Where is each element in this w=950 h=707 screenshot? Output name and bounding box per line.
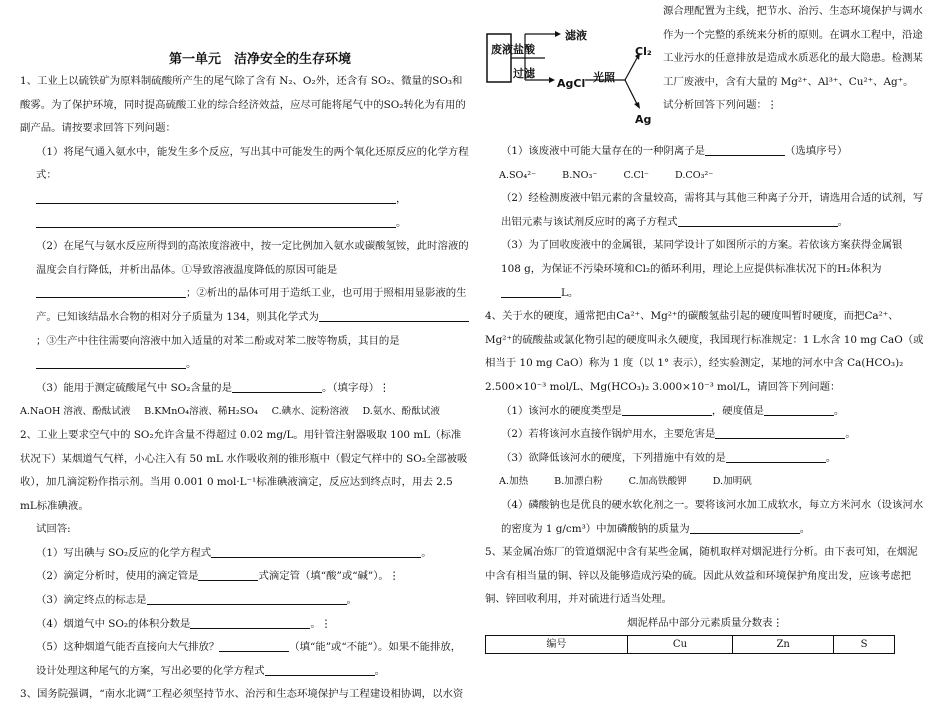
q1-option-a: A.NaOH 溶液、酚酞试液 [20,406,131,418]
q3-intro: 3、国务院强调，“南水北调”工程必须坚持节水、治污和生态环境保护与工程建设相协调，以水资 [20,688,464,701]
diagram-cl2-label: Cl₂ [635,45,652,58]
q3-option-d: D.CO₃²⁻ [674,169,714,181]
q2-intro: 2、工业上要求空气中的 SO₂允许含量不得超过 0.02 mg/L。用针管注射器吸取 100 mL（标准状况下）某烟道气气样，小心注入有 50 mL 水作吸收剂的锥形瓶中（假定气样中的 SO₂全部被吸收），加几滴淀粉作指示剂。当用 0.001 0 mol·L⁻¹标准碘液滴定，反应达到终点时，用去 2.5 mL标准碘液。 [20,428,468,512]
q2-part3: （3）滴定终点的标志是 。 [20,589,470,613]
q3-option-b: B.NO₃⁻ [562,169,598,181]
q3-option-c: C.Cl⁻ [623,169,649,181]
q4-option-d: D.加明矾 [712,476,752,488]
q4-intro: 4、关于水的硬度，通常把由Ca²⁺、Mg²⁺的碳酸氢盐引起的硬度叫暂时硬度，而把Ca²⁺、Mg²⁺的硫酸盐或氯化物引起的硬度叫永久硬度，我国现行标准规定：1 L水含 10 mg CaO（或相当于 10 mg CaO）称为 1 度（以 1° 表示），经实验测定，某地的河水中含 Ca(HCO₃)₂ 2.500×10⁻³ mol/L、Mg(HCO₃)₂ 3.000×10⁻³ mol/L，请回答下列问题： [485,310,924,393]
q4-part2: （2）若将该河水直接作锅炉用水，主要危害是 。 [485,423,925,447]
diagram-agcl-label: AgCl [557,77,586,90]
q1-answer-line-1: ， [20,188,470,212]
q4-part4: （4）磷酸钠也是优良的硬水软化剂之一。要将该河水加工成软水，每立方米河水（设该河水的密度为 1 g/cm³）中加磷酸钠的质量为 。 [501,498,924,535]
diagram-light-label: 光照 [593,71,615,84]
q1-option-b: B.KMnO₄溶液、稀H₂SO₄ [144,406,258,418]
table-header-cell: Zn [733,636,834,654]
q2-part4: （4）烟道气中 SO₂的体积分数是 。⋮ [20,613,470,637]
q4-option-b: B.加漂白粉 [554,476,603,488]
q3-part1: （1）该废液中可能大量存在的一种阴离子是 （选填序号） [485,140,925,164]
table-header-cell: Cu [627,636,732,654]
q1-intro: 1、工业上以硫铁矿为原料制硫酸所产生的尾气除了含有 N₂、O₂外，还含有 SO₂、微量的SO₃和酸雾。为了保护环境，同时提高硫酸工业的综合经济效益，应尽可能将尾气中的SO₂转化为有用的副产品。请按要求回答下列问题： [20,75,466,135]
q2-ask: 试回答: [36,523,71,536]
q1-option-c: C.碘水、淀粉溶液 [271,406,349,418]
table-header-cell: 编号 [486,636,628,654]
q4-part1: （1）该河水的硬度类型是 ，硬度值是 。 [485,400,925,424]
q1-part1: （1）将尾气通入氨水中，能发生多个反应，写出其中可能发生的两个氧化还原反应的化学方程式： [36,145,469,182]
diagram-hcl-label: 盐酸 [513,43,535,56]
q2-part5: （5）这种烟道气能否直接向大气排放？ （填“能”或“不能”）。如果不能排放，设计处理这种尾气的方案，写出必要的化学方程式 。 [20,636,470,683]
q2-part1: （1）写出碘与 SO₂反应的化学方程式 。 [20,542,470,566]
diagram-waste-label: 废液 [491,43,513,56]
diagram-filtrate-label: 滤液 [565,29,587,42]
element-fraction-table [485,635,895,654]
silver-recovery-diagram [485,14,655,126]
table-title: 烟泥样品中部分元素质量分数表⋮ [627,616,783,629]
unit-title: 第一单元 洁净安全的生存环境 [168,52,351,67]
right-column [485,0,925,654]
q3-header-area [485,0,925,140]
q4-option-c: C.加高铁酸钾 [628,476,687,488]
table-header-cell: S [834,636,895,654]
q2-part2: （2）滴定分析时，使用的滴定管是 式滴定管（填“酸”或“碱”）。⋮ [20,565,470,589]
q1-answer-line-2: 。 [20,212,470,236]
diagram-filter-label: 过滤 [513,67,535,80]
q3-continuation: 源合理配置为主线，把节水、治污、生态环境保护与调水作为一个完整的系统来分析的原则。在调水工程中，沿途工业污水的任意排放是造成水质恶化的最大隐患。检测某工厂废液中，含有大量的 Mg²⁺、Al³⁺、Cu²⁺、Ag⁺。试分析回答下列问题：⋮ [663,5,923,112]
q4-option-a: A.加热 [499,476,529,488]
q1-options [20,400,470,424]
left-column [20,0,470,707]
q1-option-d: D.氨水、酚酞试液 [362,406,440,418]
q3-part2: （2）经检测废液中铝元素的含量较高，需将其与其他三种离子分开，请选用合适的试剂，写出铝元素与该试剂反应时的离子方程式 。 [501,192,924,228]
q3-option-a: A.SO₄²⁻ [499,169,537,181]
table-header-row [486,636,895,654]
diagram-ag-label: Ag [635,113,652,126]
q4-options [485,470,925,494]
q3-options [485,164,925,188]
q4-part3: （3）欲降低该河水的硬度，下列措施中有效的是 。 [485,447,925,471]
q3-part3: （3）为了回收废液中的金属银，某同学设计了如图所示的方案。若依该方案获得金属银 108 g，为保证不污染环境和Cl₂的循环利用，理论上应提供标准状况下的H₂体积为L。 [501,239,903,299]
q1-part3: （3）能用于测定硫酸尾气中 SO₂含量的是 。（填字母）⋮ [20,377,470,401]
q5-intro: 5、某金属冶炼厂的管道烟泥中含有某些金属，随机取样对烟泥进行分析。由下表可知，在烟泥中含有相当量的铜、锌以及能够造成污染的硫。因此从效益和环境保护角度出发，应该考虑把铜、锌回收利用，并对硫进行适当处理。 [485,546,918,606]
q1-part2: （2）在尾气与氨水反应所得到的高浓度溶液中，按一定比例加入氨水或碳酸氢铵，此时溶液的温度会自行降低，并析出晶体。①导致溶液温度降低的原因可能是；②析出的晶体可用于造纸工业，也可用于照相用显影液的生产。已知该结晶水合物的相对分子质量为 134，则其化学式为；③生产中往往需要向溶液中加入适量的对苯二酚或对苯二胺等物质，其目的是。 [36,240,469,371]
